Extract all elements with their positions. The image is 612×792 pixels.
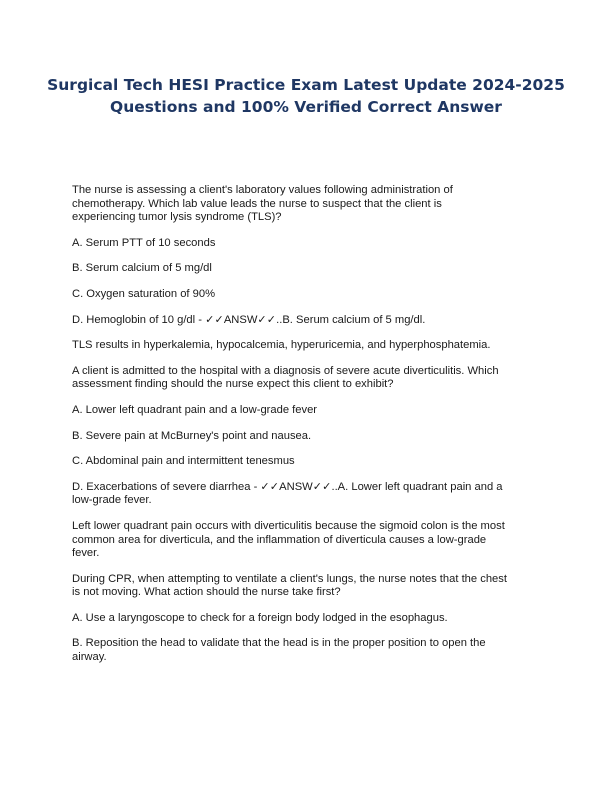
- answer-option: [72, 455, 548, 469]
- document-title: [40, 74, 572, 118]
- text-line: A client is admitted to the hospital with a diagnosis of severe acute diverticulitis. Which: [72, 364, 499, 377]
- rationale: [72, 339, 548, 353]
- rationale: [72, 520, 548, 561]
- text-line: A. Use a laryngoscope to check for a foreign body lodged in the esophagus.: [72, 611, 448, 624]
- text-line: C. Abdominal pain and intermittent tenesmus: [72, 455, 295, 468]
- text-line: D. Exacerbations of severe diarrhea - ✓✓ANSW✓✓..A. Lower left quadrant pain and a: [72, 480, 503, 493]
- text-line: During CPR, when attempting to ventilate a client's lungs, the nurse notes that the chest: [72, 572, 507, 585]
- question-stem: [72, 573, 548, 600]
- text-line: B. Severe pain at McBurney's point and nausea.: [72, 429, 312, 442]
- answer-option: [72, 404, 548, 418]
- text-line: chemotherapy. Which lab value leads the nurse to suspect that the client is: [72, 197, 442, 210]
- text-line: common area for diverticula, and the inflammation of diverticula causes a low-grade: [72, 533, 487, 546]
- question-stem: [72, 365, 548, 392]
- title-line: Surgical Tech HESI Practice Exam Latest Update 2024-2025: [47, 76, 565, 94]
- question-stem: [72, 184, 548, 225]
- text-line: experiencing tumor lysis syndrome (TLS)?: [72, 211, 282, 224]
- text-line: airway.: [72, 651, 107, 664]
- document-body: [72, 184, 548, 677]
- text-line: low-grade fever.: [72, 494, 152, 507]
- text-line: fever.: [72, 547, 100, 560]
- text-line: Left lower quadrant pain occurs with diverticulitis because the sigmoid colon is the most: [72, 519, 505, 532]
- answer-option: [72, 288, 548, 302]
- answer-option: [72, 430, 548, 444]
- text-line: TLS results in hyperkalemia, hypocalcemia, hyperuricemia, and hyperphosphatemia.: [72, 339, 491, 352]
- text-line: is not moving. What action should the nurse take first?: [72, 586, 341, 599]
- answer-option: [72, 262, 548, 276]
- answer-option-with-key: [72, 481, 548, 508]
- text-line: D. Hemoglobin of 10 g/dl - ✓✓ANSW✓✓..B. Serum calcium of 5 mg/dl.: [72, 313, 426, 326]
- answer-option: [72, 612, 548, 626]
- answer-option-with-key: [72, 314, 548, 328]
- text-line: C. Oxygen saturation of 90%: [72, 287, 216, 300]
- text-line: A. Lower left quadrant pain and a low-grade fever: [72, 403, 318, 416]
- title-line: Questions and 100% Verified Correct Answer: [110, 98, 502, 116]
- answer-option: [72, 637, 548, 664]
- text-line: The nurse is assessing a client's laboratory values following administration of: [72, 184, 453, 196]
- text-line: A. Serum PTT of 10 seconds: [72, 236, 216, 249]
- text-line: B. Serum calcium of 5 mg/dl: [72, 262, 212, 275]
- text-line: B. Reposition the head to validate that the head is in the proper position to open the: [72, 637, 486, 650]
- text-line: assessment finding should the nurse expect this client to exhibit?: [72, 378, 394, 391]
- answer-option: [72, 237, 548, 251]
